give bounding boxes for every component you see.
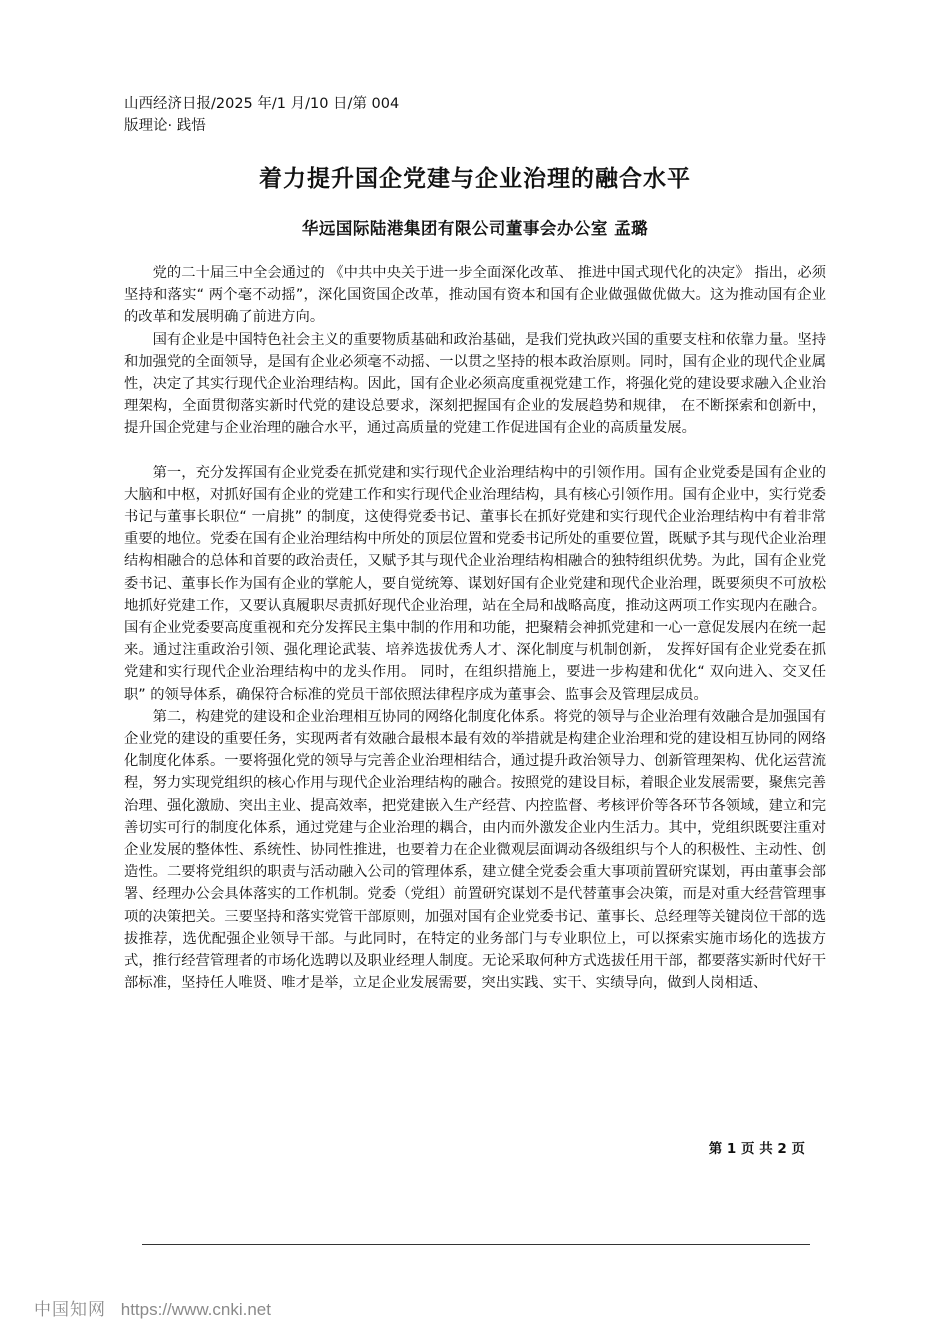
paragraph: 第一，充分发挥国有企业党委在抓党建和实行现代企业治理结构中的引领作用。国有企业党委是国有企业的大脑和中枢，对抓好国有企业的党建工作和实行现代企业治理结构，具有核心引领作用。国有企业中，实行党委书记与董事长职位“ 一肩挑” 的制度，这使得党委书记、董事长在抓好党建和实行现代企业治理结构中有着非常重要的地位。党委在国有企业治理结构中所处的顶层位置和党委书记所处的重要位置，既赋予其与现代企业治理结构相融合的总体和首要的政治责任，又赋予其与现代企业治理结构相融合的独特组织优势。为此，国有企业党委书记、董事长作为国有企业的掌舵人，要自觉统筹、谋划好国有企业党建和现代企业治理，既要须臾不可放松地抓好党建工作，又要认真履职尽责抓好现代企业治理，站在全局和战略高度，推动这两项工作实现内在融合。国有企业党委要高度重视和充分发挥民主集中制的作用和功能，把聚精会神抓党建和一心一意促发展内在统一起来。通过注重政治引领、强化理论武装、培养选拔优秀人才、深化制度与机制创新， 发挥好国有企业党委在抓党建和实行现代企业治理结构中的龙头作用。 同时，在组织措施上，要进一步构建和优化“ 双向进入、交叉任职” 的领导体系，确保符合标准的党员干部依照法律程序成为董事会、监事会及管理层成员。 xyxy=(124,464,826,703)
paragraph: 第二，构建党的建设和企业治理相互协同的网络化制度化体系。将党的领导与企业治理有效融合是加强国有企业党的建设的重要任务，实现两者有效融合最根本最有效的举措就是构建企业治理和党的建设相互协同的网络化制度化体系。一要将强化党的领导与完善企业治理相结合，通过提升政治领导力、创新管理架构、优化运营流程，努力实现党组织的核心作用与现代企业治理结构的融合。按照党的建设目标，着眼企业发展需要，聚焦完善治理、强化激励、突出主业、提高效率，把党建嵌入生产经营、内控监督、考核评价等各环节各领域，建立和完善切实可行的制度化体系，通过党建与企业治理的耦合，由内而外激发企业内生活力。其中，党组织既要注重对企业发展的整体性、系统性、协同性推进，也要着力在企业微观层面调动各级组织与个人的积极性、主动性、创造性。二要将党组织的职责与活动融入公司的管理体系，建立健全党委会重大事项前置研究谋划，再由董事会部署、经理办公会具体落实的工作机制。党委（党组）前置研究谋划不是代替董事会决策，而是对重大经营管理事项的决策把关。三要坚持和落实党管干部原则，加强对国有企业党委书记、董事长、总经理等关键岗位干部的选拔推荐，选优配强企业领导干部。与此同时，在特定的业务部门与专业职位上，可以探索实施市场化的选拔方式，推行经营管理者的市场化选聘以及职业经理人制度。无论采取何种方式选拔任用干部，都要落实新时代好干部标准，坚持任人唯贤、唯才是举，立足企业发展需要，突出实践、实干、实绩导向，做到人岗相适、 xyxy=(124,708,826,992)
article-author: 华远国际陆港集团有限公司董事会办公室 孟璐 xyxy=(301,219,649,238)
page-number: 第 1 页 共 2 页 xyxy=(708,1141,805,1157)
article-body xyxy=(124,262,826,995)
watermark-url: https://www.cnki.net xyxy=(120,1300,271,1319)
watermark-brand: 中国知网 xyxy=(34,1300,106,1319)
footer-divider xyxy=(142,1244,810,1245)
paragraph: 国有企业是中国特色社会主义的重要物质基础和政治基础，是我们党执政兴国的重要支柱和依靠力量。坚持和加强党的全面领导，是国有企业必须毫不动摇、一以贯之坚持的根本政治原则。同时，国有企业的现代企业属性，决定了其实行现代企业治理结构。因此，国有企业必须高度重视党建工作，将强化党的建设要求融入企业治理架构，全面贯彻落实新时代党的建设总要求，深刻把握国有企业的发展趋势和规律， 在不断探索和创新中， 提升国企党建与企业治理的融合水平，通过高质量的党建工作促进国有企业的高质量发展。 xyxy=(124,331,826,437)
cnki-watermark xyxy=(34,1295,271,1320)
publication-header xyxy=(124,93,399,137)
paragraph: 党的二十届三中全会通过的 《中共中央关于进一步全面深化改革、 推进中国式现代化的决定》 指出，必须坚持和落实“ 两个毫不动摇”，深化国资国企改革，推动国有资本和国有企业做强做优做大。这为推动国有企业的改革和发展明确了前进方向。 xyxy=(124,265,826,326)
section-info-line: 版理论· 践悟 xyxy=(124,118,206,134)
publication-info-line: 山西经济日报/2025 年/1 月/10 日/第 004 xyxy=(124,96,400,112)
article-title: 着力提升国企党建与企业治理的融合水平 xyxy=(259,166,691,192)
